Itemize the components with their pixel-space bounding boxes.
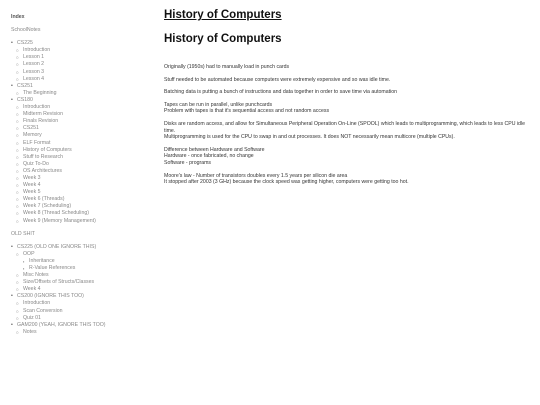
nav-item — [11, 175, 151, 182]
nav-link[interactable]: Stuff to Research — [23, 153, 63, 160]
nav-item — [11, 218, 151, 225]
note-line: Multiprogramming is used for the CPU to swap in and out processes. It does NOT necessarily mean multicore (multiple CPUs). — [164, 134, 455, 141]
nav-item — [11, 111, 151, 118]
nav-link[interactable]: Introduction — [23, 47, 51, 54]
nav-item — [11, 258, 151, 265]
nav-item — [11, 104, 151, 111]
nav-link[interactable]: Quiz To-Do — [23, 160, 49, 167]
nav-link[interactable]: Introduction — [23, 104, 51, 111]
note-line: Originally (1950s) had to manually load in punch cards — [164, 64, 290, 70]
sidebar-nav — [11, 14, 151, 336]
nav-link[interactable]: Week 7 (Scheduling) — [23, 203, 72, 210]
nav-item — [11, 61, 151, 68]
nav-link[interactable]: Week 6 (Threads) — [23, 196, 65, 203]
note-line: It stopped after 2003 (3 GHz) because the clock speed was getting higher, computers were getting too hot. — [164, 179, 409, 186]
nav-link[interactable]: Week 8 (Thread Scheduling) — [23, 210, 89, 217]
note-paragraph — [164, 173, 534, 186]
main-content — [164, 8, 534, 192]
nav-link[interactable]: Midterm Revision — [23, 111, 64, 118]
site-name-link[interactable]: SchoolNotes — [11, 27, 41, 34]
nav-link[interactable]: Week 3 — [23, 174, 41, 181]
nav-link[interactable]: History of Computers — [23, 146, 72, 153]
nav-link[interactable]: Lesson 1 — [23, 54, 45, 61]
note-paragraph — [164, 147, 534, 167]
nav-link[interactable]: Week 5 — [23, 189, 41, 196]
nav-link[interactable]: Notes — [23, 328, 37, 335]
nav-link[interactable]: Scan Conversion — [23, 307, 63, 314]
nav-link[interactable]: Week 4 — [23, 286, 41, 293]
nav-item — [11, 308, 151, 315]
nav-item — [11, 279, 151, 286]
nav-item — [11, 265, 151, 272]
note-line: Stuff needed to be automated because computers were extremely expensive and so was idle time. — [164, 76, 391, 83]
note-line: Software - programs — [164, 159, 211, 166]
note-line: Problem with tapes is that it's sequential access and not random access — [164, 108, 330, 115]
note-paragraph — [164, 102, 534, 115]
nav-item — [11, 90, 151, 97]
note-body — [164, 64, 534, 186]
nav-item — [11, 329, 151, 336]
note-paragraph — [164, 89, 534, 96]
nav-link[interactable]: CS251 — [17, 82, 33, 89]
nav-link[interactable]: CS200 (IGNORE THIS TOO) — [17, 293, 84, 300]
nav-item — [11, 83, 151, 90]
nav-item — [11, 244, 151, 251]
page-header-link[interactable]: History of Computers — [164, 9, 282, 21]
nav-item — [11, 189, 151, 196]
nav-link[interactable]: Introduction — [23, 300, 51, 307]
nav-item — [11, 161, 151, 168]
nav-item — [11, 47, 151, 54]
old-nav-list — [11, 244, 151, 336]
old-section-heading: OLD SHIT — [11, 230, 35, 237]
nav-item — [11, 54, 151, 61]
note-line: Difference between Hardware and Software — [164, 146, 265, 153]
nav-item — [11, 69, 151, 76]
nav-item — [11, 286, 151, 293]
nav-link[interactable]: Quiz 01 — [23, 314, 41, 321]
index-heading: Index — [11, 14, 25, 20]
nav-item — [11, 147, 151, 154]
nav-link[interactable]: GAM200 (YEAH, IGNORE THIS TOO) — [17, 321, 106, 328]
nav-link[interactable]: OOP — [23, 250, 35, 257]
nav-item — [11, 125, 151, 132]
nav-item — [11, 293, 151, 300]
nav-item — [11, 118, 151, 125]
note-line: Batching data is putting a bunch of instructions and data together in order to save time via automation — [164, 89, 398, 96]
nav-item — [11, 251, 151, 258]
nav-item — [11, 154, 151, 161]
nav-item — [11, 97, 151, 104]
nav-link[interactable]: Finals Revision — [23, 118, 59, 125]
note-line: Tapes can be run in parallel, unlike punchcards — [164, 101, 273, 108]
nav-item — [11, 76, 151, 83]
nav-item — [11, 196, 151, 203]
note-line: Moore's law - Number of transistors doubles every 1.5 years per silicon die area — [164, 172, 348, 179]
nav-link[interactable]: Week 4 — [23, 182, 41, 189]
nav-item — [11, 203, 151, 210]
nav-item — [11, 272, 151, 279]
nav-link[interactable]: CS225 (OLD ONE IGNORE THIS) — [17, 243, 97, 250]
nav-link[interactable]: CS251 — [23, 125, 39, 132]
nav-item — [11, 40, 151, 47]
nav-link[interactable]: Lesson 2 — [23, 61, 45, 68]
nav-link[interactable]: OS Architectures — [23, 167, 62, 174]
nav-link[interactable]: Inheritance — [29, 257, 55, 264]
page-title: History of Computers — [164, 33, 282, 45]
nav-link[interactable]: ELF Format — [23, 139, 51, 146]
note-paragraph — [164, 64, 534, 71]
note-paragraph — [164, 77, 534, 84]
nav-item — [11, 168, 151, 175]
nav-item — [11, 132, 151, 139]
note-paragraph — [164, 121, 534, 141]
nav-item — [11, 322, 151, 329]
nav-link[interactable]: Size/Offsets of Structs/Classes — [23, 279, 95, 286]
nav-link[interactable]: Memory — [23, 132, 42, 139]
note-line: Hardware - once fabricated, no change — [164, 153, 254, 160]
nav-link[interactable]: Lesson 4 — [23, 75, 45, 82]
nav-item — [11, 315, 151, 322]
nav-link[interactable]: Lesson 3 — [23, 68, 45, 75]
note-line: Disks are random access, and allow for Simultaneous Peripheral Operation On-Line (SPOOL) which leads to multiprogramming, which leads to less CPU idle time. — [164, 120, 525, 134]
nav-item — [11, 182, 151, 189]
nav-link[interactable]: CS180 — [17, 96, 33, 103]
nav-link[interactable]: CS225 — [17, 40, 33, 47]
nav-link[interactable]: Misc Notes — [23, 272, 49, 279]
nav-link[interactable]: R-Value References — [29, 265, 76, 271]
nav-link[interactable]: The Beginning — [23, 89, 57, 96]
nav-item — [11, 210, 151, 217]
nav-list — [11, 40, 151, 224]
nav-link[interactable]: Week 9 (Memory Management) — [23, 217, 96, 224]
nav-item — [11, 300, 151, 307]
nav-item — [11, 140, 151, 147]
